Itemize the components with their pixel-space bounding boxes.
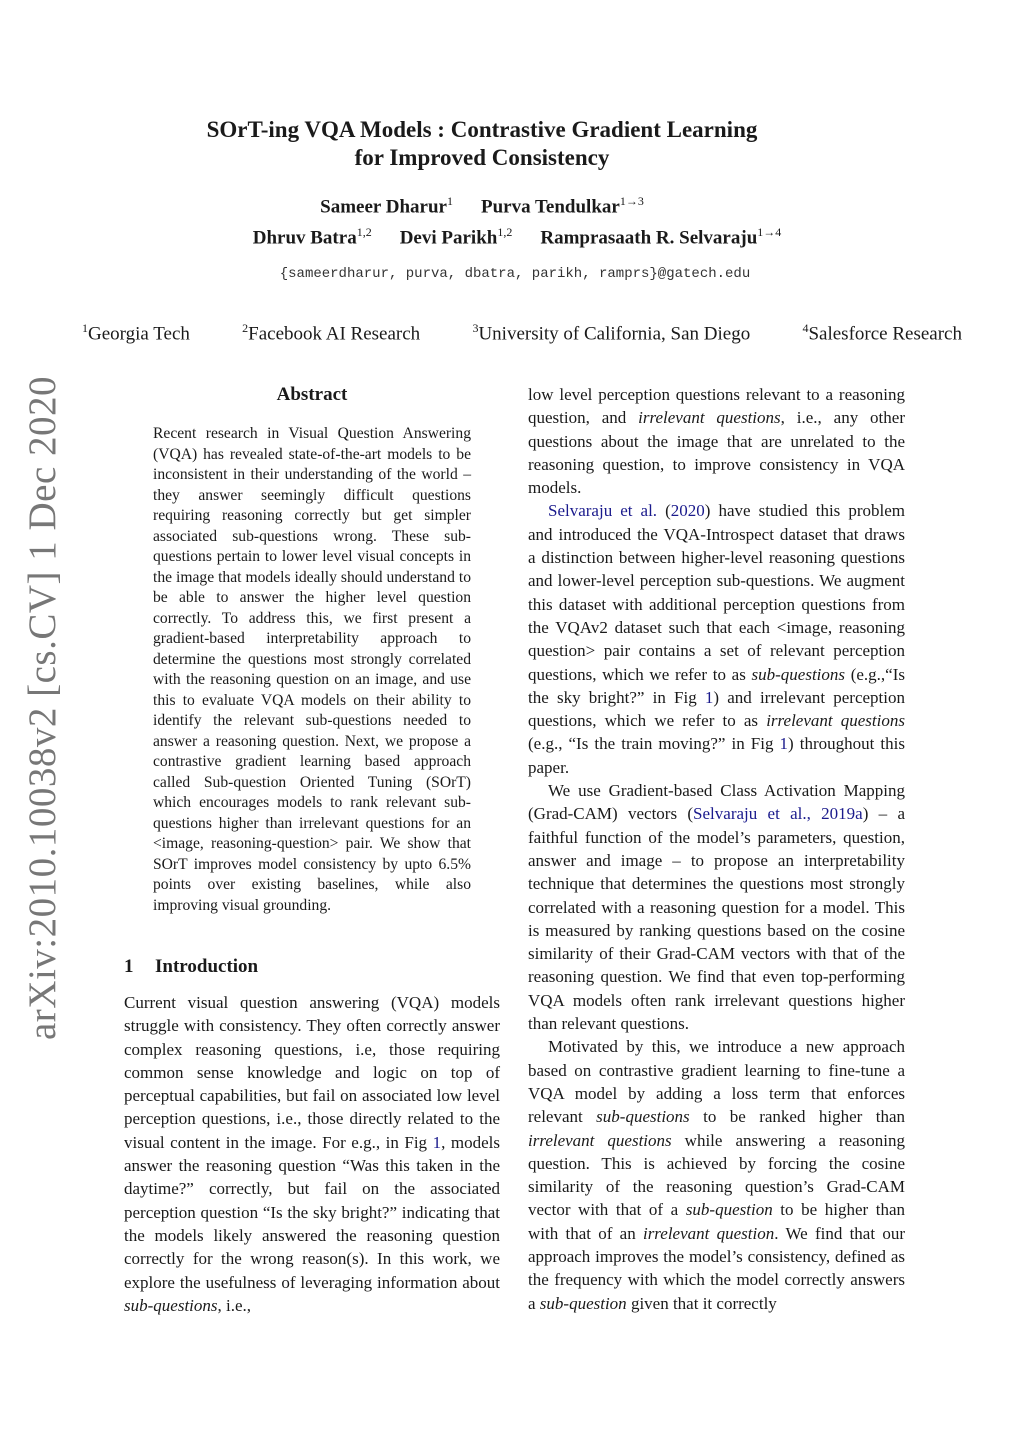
author-name: Purva Tendulkar xyxy=(480,196,620,218)
author-affil-sup: 1→3 xyxy=(619,194,644,208)
author-affil-sup: 1→4 xyxy=(757,225,782,239)
author-affil-sup: 1,2 xyxy=(497,225,513,239)
right-column-text xyxy=(528,383,905,1315)
author-name: Dhruv Batra xyxy=(252,227,357,249)
arxiv-identifier: arXiv:2010.10038v2 [cs.CV] 1 Dec 2020 xyxy=(21,375,64,1040)
abstract-heading: Abstract xyxy=(276,384,348,405)
author-name: Sameer Dharur xyxy=(320,196,447,218)
author-row-1 xyxy=(0,194,964,218)
figure-ref-link[interactable]: 1 xyxy=(704,687,714,707)
affiliation: $^1$Georgia Tech xyxy=(82,321,190,345)
paragraph: Current visual question answering (VQA) models struggle with consistency. They often correctly answer complex reasoning questions, i.e, those requiring common sense knowledge and logic on top of perceptual capabilities, but fail on associated low level perception questions, i.e., those directly related to the visual content in the image. For e.g., in Fig 1, models answer the reasoning question “Was this taken in the daytime?” correctly, but fail on the associated perception question “Is the sky bright?” indicating that the models likely answered the reasoning question correctly for the wrong reason(s). In this work, we explore the usefulness of leveraging information about sub-questions, i.e., xyxy=(124,993,500,1315)
author-name: Ramprasaath R. Selvaraju xyxy=(540,227,758,249)
section-title: Introduction xyxy=(155,956,259,977)
author-emails: {sameerdharur, purva, dbatra, parikh, ramprs}@gatech.edu xyxy=(279,266,751,282)
paragraph: low level perception questions relevant to a reasoning question, and irrelevant questions, i.e., any other questions about the image that are unrelated to the reasoning question, to improve consistency in VQA models. xyxy=(528,385,905,498)
author-row-2 xyxy=(0,225,1024,249)
title-line-2: for Improved Consistency xyxy=(354,145,610,170)
left-column-text xyxy=(124,991,500,1317)
figure-ref-link[interactable]: 1 xyxy=(432,1132,442,1152)
citation-year-link[interactable]: 2020 xyxy=(670,501,705,521)
citation-link[interactable]: Selvaraju et al., 2019a xyxy=(693,804,863,824)
paper-title xyxy=(0,116,964,172)
author-affil-sup: 1 xyxy=(446,194,453,208)
affiliation: $^2$Facebook AI Research xyxy=(242,321,421,345)
affiliation: $^4$Salesforce Research xyxy=(802,321,962,345)
abstract-body: Recent research in Visual Question Answering (VQA) has revealed state-of-the-art models to be inconsistent in their understanding of the world – they answer seemingly difficult questions requiring reasoning correctly but get simpler associated sub-questions wrong. These sub-questions pertain to lower level visual concepts in the image that models ideally should understand to be able to answer the higher level question correctly. To address this, we first present a gradient-based interpretability approach to determine the questions most strongly correlated with the reasoning question on an image, and use this to evaluate VQA models on their ability to identify the relevant sub-questions needed to answer a reasoning question. Next, we propose a contrastive gradient learning based approach called Sub-question Oriented Tuning (SOrT) which encourages models to rank relevant sub-questions higher than irrelevant questions for an <image, reasoning-question> pair. We show that SOrT improves model consistency by upto 6.5% points over existing baselines, while also improving visual grounding. xyxy=(153,425,471,914)
author-name: Devi Parikh xyxy=(399,227,498,249)
citation-link[interactable]: Selvaraju et al. xyxy=(548,501,658,521)
figure-ref-link[interactable]: 1 xyxy=(779,734,789,754)
paragraph: We use Gradient-based Class Activation Mapping (Grad-CAM) vectors (Selvaraju et al., 2019a) – a faithful function of the model’s parameters, question, answer and image – to propose an interpretability technique that determines the questions most strongly correlated with a reasoning question for a model. This is measured by ranking questions based on the cosine similarity of their Grad-CAM vectors with that of the reasoning question. We find that even top-performing VQA models often rank irrelevant questions higher than relevant questions. xyxy=(528,781,906,1034)
affiliation: $^3$University of California, San Diego xyxy=(472,321,751,345)
section-number: 1 xyxy=(124,956,134,977)
paragraph: Selvaraju et al. (2020) have studied this problem and introduced the VQA-Introspect dataset that draws a distinction between higher-level reasoning questions and lower-level perception sub-questions. We augment this dataset with additional perception questions from the VQAv2 dataset such that each <image, reasoning question> pair contains a set of relevant perception questions, which we refer to as sub-questions (e.g.,“Is the sky bright?” in Fig 1) and irrelevant perception questions, which we refer to as irrelevant questions (e.g., “Is the train moving?” in Fig 1) throughout this paper. xyxy=(528,501,906,777)
title-line-1: SOrT-ing VQA Models : Contrastive Gradient Learning xyxy=(206,117,758,142)
section-heading-introduction xyxy=(124,956,258,978)
author-affil-sup: 1,2 xyxy=(356,225,372,239)
paragraph: Motivated by this, we introduce a new approach based on contrastive gradient learning to fine-tune a VQA model by adding a loss term that enforces relevant sub-questions to be ranked higher than irrelevant questions while answering a reasoning question. This is achieved by forcing the cosine similarity of the reasoning question’s Grad-CAM vector with that of a sub-question to be higher than with that of an irrelevant question. We find that our approach improves the model’s consistency, defined as the frequency with which the model correctly answers a sub-question given that it correctly xyxy=(528,1037,906,1313)
affiliations xyxy=(82,321,962,345)
